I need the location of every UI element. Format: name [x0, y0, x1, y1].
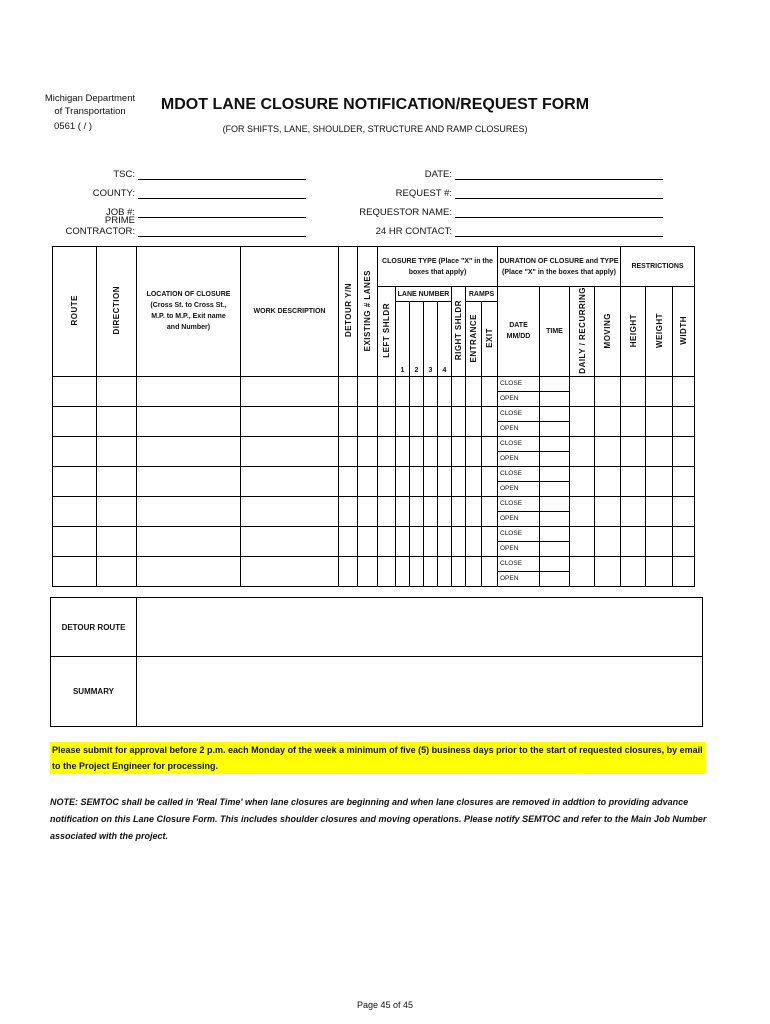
right-shldr-header: RIGHT SHLDR: [452, 287, 466, 377]
table-row: [53, 526, 695, 541]
entry-cell[interactable]: [452, 556, 466, 586]
entry-cell[interactable]: [570, 436, 595, 466]
entry-cell[interactable]: [482, 376, 498, 406]
entry-cell[interactable]: [396, 496, 410, 526]
entry-cell[interactable]: [410, 406, 424, 436]
entry-cell[interactable]: [410, 496, 424, 526]
entry-cell[interactable]: [358, 556, 378, 586]
entry-cell[interactable]: [570, 526, 595, 556]
close-time-cell[interactable]: [540, 556, 570, 571]
entry-cell[interactable]: [396, 556, 410, 586]
entry-cell[interactable]: [396, 436, 410, 466]
height-header: HEIGHT: [621, 287, 646, 377]
close-label: CLOSE: [498, 496, 540, 511]
entry-cell[interactable]: [466, 466, 482, 496]
prime-contractor-input[interactable]: [138, 224, 306, 237]
entry-cell[interactable]: [241, 406, 339, 436]
entry-cell[interactable]: [97, 466, 137, 496]
entry-cell[interactable]: [396, 526, 410, 556]
entry-cell[interactable]: [241, 436, 339, 466]
entry-cell[interactable]: [424, 526, 438, 556]
entry-cell[interactable]: [241, 496, 339, 526]
semtoc-note: NOTE: SEMTOC shall be called in 'Real Time' when lane closures are beginning and when lane closures are removed in addtion to providing advance notification on this Lane Closure Form. This includes shoulder closures and moving operations. Please notify SEMTOC and refer to the Main Job Number associated with the project.: [50, 797, 707, 841]
work-description-header: WORK DESCRIPTION: [241, 247, 339, 377]
entry-cell[interactable]: [97, 406, 137, 436]
time-header: TIME: [540, 287, 570, 377]
entry-cell[interactable]: [137, 496, 241, 526]
entry-cell[interactable]: [378, 406, 396, 436]
entry-cell[interactable]: [466, 496, 482, 526]
left-shldr-header: LEFT SHLDR: [378, 287, 396, 377]
entrance-header: ENTRANCE: [466, 302, 482, 376]
entry-cell[interactable]: [646, 376, 673, 406]
entry-cell[interactable]: [438, 376, 452, 406]
entry-cell[interactable]: [378, 376, 396, 406]
exit-header: EXIT: [482, 302, 498, 376]
entry-cell[interactable]: [137, 556, 241, 586]
entry-cell[interactable]: [241, 526, 339, 556]
open-label: OPEN: [498, 451, 540, 466]
entry-cell[interactable]: [438, 526, 452, 556]
close-time-cell[interactable]: [540, 436, 570, 451]
entry-cell[interactable]: [53, 406, 97, 436]
entry-cell[interactable]: [97, 376, 137, 406]
entry-cell[interactable]: [466, 406, 482, 436]
open-time-cell[interactable]: [540, 571, 570, 586]
agency-name: Michigan Department: [44, 93, 136, 104]
entry-cell[interactable]: [673, 406, 695, 436]
field-label-request: REQUEST #:: [395, 188, 452, 199]
detour-route-label: DETOUR ROUTE: [51, 598, 137, 657]
entry-cell[interactable]: [396, 406, 410, 436]
entry-cell[interactable]: [466, 436, 482, 466]
date-input[interactable]: [455, 167, 663, 180]
table-row: [53, 466, 695, 481]
entry-cell[interactable]: [482, 466, 498, 496]
entry-cell[interactable]: [53, 466, 97, 496]
entry-cell[interactable]: [438, 436, 452, 466]
entry-cell[interactable]: [241, 556, 339, 586]
entry-cell[interactable]: [452, 526, 466, 556]
tsc-input[interactable]: [138, 167, 306, 180]
entry-cell[interactable]: [97, 526, 137, 556]
entry-cell[interactable]: [570, 496, 595, 526]
date-header: DATE MM/DD: [498, 287, 540, 377]
contact-input[interactable]: [455, 224, 663, 237]
entry-cell[interactable]: [97, 556, 137, 586]
field-label-requestor: REQUESTOR NAME:: [359, 207, 452, 218]
lane-4-header: 4: [438, 302, 452, 376]
entry-cell[interactable]: [673, 376, 695, 406]
detour-summary-table: [50, 597, 703, 727]
entry-cell[interactable]: [53, 556, 97, 586]
request-input[interactable]: [455, 186, 663, 199]
entry-cell[interactable]: [595, 526, 621, 556]
entry-cell[interactable]: [424, 496, 438, 526]
open-label: OPEN: [498, 421, 540, 436]
closure-type-header: CLOSURE TYPE (Place "X" in the boxes that apply): [378, 247, 498, 287]
entry-cell[interactable]: [378, 526, 396, 556]
entry-cell[interactable]: [621, 556, 646, 586]
entry-cell[interactable]: [424, 466, 438, 496]
field-label-date: DATE:: [424, 169, 452, 180]
entry-cell[interactable]: [241, 466, 339, 496]
field-label-county: COUNTY:: [92, 188, 135, 199]
daily-header: DAILY / RECURRING: [570, 287, 595, 377]
entry-cell[interactable]: [424, 376, 438, 406]
entry-cell[interactable]: [358, 466, 378, 496]
entry-cell[interactable]: [339, 376, 358, 406]
entry-cell[interactable]: [466, 556, 482, 586]
open-label: OPEN: [498, 571, 540, 586]
entry-cell[interactable]: [466, 526, 482, 556]
close-time-cell[interactable]: [540, 376, 570, 391]
entry-cell[interactable]: [339, 526, 358, 556]
entry-cell[interactable]: [673, 526, 695, 556]
entry-cell[interactable]: [646, 526, 673, 556]
closure-table: [52, 246, 695, 587]
moving-header: MOVING: [595, 287, 621, 377]
entry-cell[interactable]: [410, 376, 424, 406]
lane-number-header: LANE NUMBER: [396, 287, 452, 302]
entry-cell[interactable]: [595, 436, 621, 466]
entry-cell[interactable]: [621, 466, 646, 496]
entry-cell[interactable]: [482, 436, 498, 466]
close-time-cell[interactable]: [540, 466, 570, 481]
form-number: 0561 ( / ): [54, 121, 93, 132]
entry-cell[interactable]: [53, 526, 97, 556]
entry-cell[interactable]: [358, 406, 378, 436]
entry-cell[interactable]: [452, 376, 466, 406]
entry-cell[interactable]: [570, 376, 595, 406]
requestor-input[interactable]: [455, 205, 663, 218]
table-row: [53, 376, 695, 391]
entry-cell[interactable]: [410, 466, 424, 496]
entry-cell[interactable]: [53, 376, 97, 406]
entry-cell[interactable]: [424, 406, 438, 436]
entry-cell[interactable]: [673, 436, 695, 466]
lane-2-header: 2: [410, 302, 424, 376]
open-time-cell[interactable]: [540, 391, 570, 406]
entry-cell[interactable]: [339, 436, 358, 466]
right-fields: [340, 161, 670, 237]
entry-cell[interactable]: [595, 496, 621, 526]
entry-cell[interactable]: [378, 436, 396, 466]
field-label-prime-contractor: PRIME CONTRACTOR:: [65, 215, 135, 237]
close-label: CLOSE: [498, 526, 540, 541]
entry-cell[interactable]: [646, 436, 673, 466]
county-input[interactable]: [138, 186, 306, 199]
open-time-cell[interactable]: [540, 511, 570, 526]
table-row: [53, 556, 695, 571]
weight-header: WEIGHT: [646, 287, 673, 377]
width-header: WIDTH: [673, 287, 695, 377]
entry-cell[interactable]: [673, 466, 695, 496]
agency-name-2: of Transportation: [54, 106, 126, 117]
entry-cell[interactable]: [621, 376, 646, 406]
page-number: Page 45 of 45: [356, 1000, 414, 1010]
entry-cell[interactable]: [339, 496, 358, 526]
field-label-job: JOB #:: [105, 207, 135, 218]
entry-cell[interactable]: [396, 466, 410, 496]
entry-cell[interactable]: [438, 496, 452, 526]
detour-route-field[interactable]: [137, 598, 703, 657]
detour-header: DETOUR Y/N: [339, 247, 358, 377]
restrictions-header: RESTRICTIONS: [621, 247, 695, 287]
close-time-cell[interactable]: [540, 406, 570, 421]
entry-cell[interactable]: [673, 556, 695, 586]
entry-cell[interactable]: [137, 406, 241, 436]
entry-cell[interactable]: [621, 436, 646, 466]
entry-cell[interactable]: [378, 556, 396, 586]
entry-cell[interactable]: [595, 556, 621, 586]
entry-cell[interactable]: [410, 526, 424, 556]
submit-notice: Please submit for approval before 2 p.m. each Monday of the week a minimum of five (5) business days prior to the start of requested closures, by email to the Project Engineer for processing.: [50, 742, 706, 774]
ramps-header: RAMPS: [466, 287, 498, 302]
entry-cell[interactable]: [482, 526, 498, 556]
duration-header: DURATION OF CLOSURE and TYPE (Place "X" in the boxes that apply): [498, 247, 621, 287]
entry-cell[interactable]: [452, 466, 466, 496]
close-time-cell[interactable]: [540, 496, 570, 511]
close-label: CLOSE: [498, 466, 540, 481]
entry-cell[interactable]: [646, 406, 673, 436]
table-row: [53, 406, 695, 421]
open-label: OPEN: [498, 481, 540, 496]
entry-cell[interactable]: [358, 526, 378, 556]
location-header: LOCATION OF CLOSURE (Cross St. to Cross St., M.P. to M.P., Exit name and Number): [137, 247, 241, 377]
entry-cell[interactable]: [378, 496, 396, 526]
entry-cell[interactable]: [673, 496, 695, 526]
entry-cell[interactable]: [97, 496, 137, 526]
field-label-24hr-contact: 24 HR CONTACT:: [375, 226, 452, 237]
entry-cell[interactable]: [241, 376, 339, 406]
entry-cell[interactable]: [137, 436, 241, 466]
entry-cell[interactable]: [410, 436, 424, 466]
close-label: CLOSE: [498, 436, 540, 451]
lane-3-header: 3: [424, 302, 438, 376]
open-time-cell[interactable]: [540, 541, 570, 556]
entry-cell[interactable]: [621, 496, 646, 526]
entry-cell[interactable]: [438, 466, 452, 496]
close-label: CLOSE: [498, 406, 540, 421]
entry-cell[interactable]: [595, 376, 621, 406]
entry-cell[interactable]: [137, 376, 241, 406]
entry-cell[interactable]: [482, 496, 498, 526]
entry-cell[interactable]: [438, 556, 452, 586]
entry-cell[interactable]: [358, 436, 378, 466]
open-label: OPEN: [498, 511, 540, 526]
entry-cell[interactable]: [378, 466, 396, 496]
direction-header: DIRECTION: [97, 247, 137, 377]
agency-block: [40, 92, 140, 133]
existing-lanes-header: EXISTING # LANES: [358, 247, 378, 377]
page-subtitle: (FOR SHIFTS, LANE, SHOULDER, STRUCTURE AND RAMP CLOSURES): [222, 124, 528, 134]
entry-cell[interactable]: [646, 466, 673, 496]
open-time-cell[interactable]: [540, 421, 570, 436]
table-row: [53, 496, 695, 511]
entry-cell[interactable]: [570, 556, 595, 586]
left-fields: [40, 161, 310, 237]
entry-cell[interactable]: [452, 406, 466, 436]
open-time-cell[interactable]: [540, 451, 570, 466]
entry-cell[interactable]: [410, 556, 424, 586]
entry-cell[interactable]: [424, 436, 438, 466]
entry-cell[interactable]: [358, 376, 378, 406]
job-input[interactable]: [138, 205, 306, 218]
entry-cell[interactable]: [424, 556, 438, 586]
entry-cell[interactable]: [97, 436, 137, 466]
entry-cell[interactable]: [339, 406, 358, 436]
entry-cell[interactable]: [53, 496, 97, 526]
entry-cell[interactable]: [137, 466, 241, 496]
entry-cell[interactable]: [570, 406, 595, 436]
entry-cell[interactable]: [339, 556, 358, 586]
open-time-cell[interactable]: [540, 481, 570, 496]
entry-cell[interactable]: [466, 376, 482, 406]
summary-field[interactable]: [137, 657, 703, 727]
table-row: [53, 436, 695, 451]
close-time-cell[interactable]: [540, 526, 570, 541]
open-label: OPEN: [498, 391, 540, 406]
entry-cell[interactable]: [358, 496, 378, 526]
entry-cell[interactable]: [137, 526, 241, 556]
entry-cell[interactable]: [438, 406, 452, 436]
entry-cell[interactable]: [570, 466, 595, 496]
entry-cell[interactable]: [452, 496, 466, 526]
field-label-tsc: TSC:: [113, 169, 135, 180]
entry-cell[interactable]: [646, 496, 673, 526]
entry-cell[interactable]: [339, 466, 358, 496]
lane-1-header: 1: [396, 302, 410, 376]
entry-cell[interactable]: [482, 556, 498, 586]
entry-cell[interactable]: [595, 466, 621, 496]
entry-cell[interactable]: [482, 406, 498, 436]
summary-label: SUMMARY: [51, 657, 137, 727]
entry-cell[interactable]: [621, 526, 646, 556]
entry-cell[interactable]: [396, 376, 410, 406]
entry-cell[interactable]: [53, 436, 97, 466]
close-label: CLOSE: [498, 556, 540, 571]
entry-cell[interactable]: [452, 436, 466, 466]
route-header: ROUTE: [53, 247, 97, 377]
entry-cell[interactable]: [646, 556, 673, 586]
entry-cell[interactable]: [595, 406, 621, 436]
close-label: CLOSE: [498, 376, 540, 391]
open-label: OPEN: [498, 541, 540, 556]
page-title: MDOT LANE CLOSURE NOTIFICATION/REQUEST FORM: [160, 96, 590, 113]
entry-cell[interactable]: [621, 406, 646, 436]
